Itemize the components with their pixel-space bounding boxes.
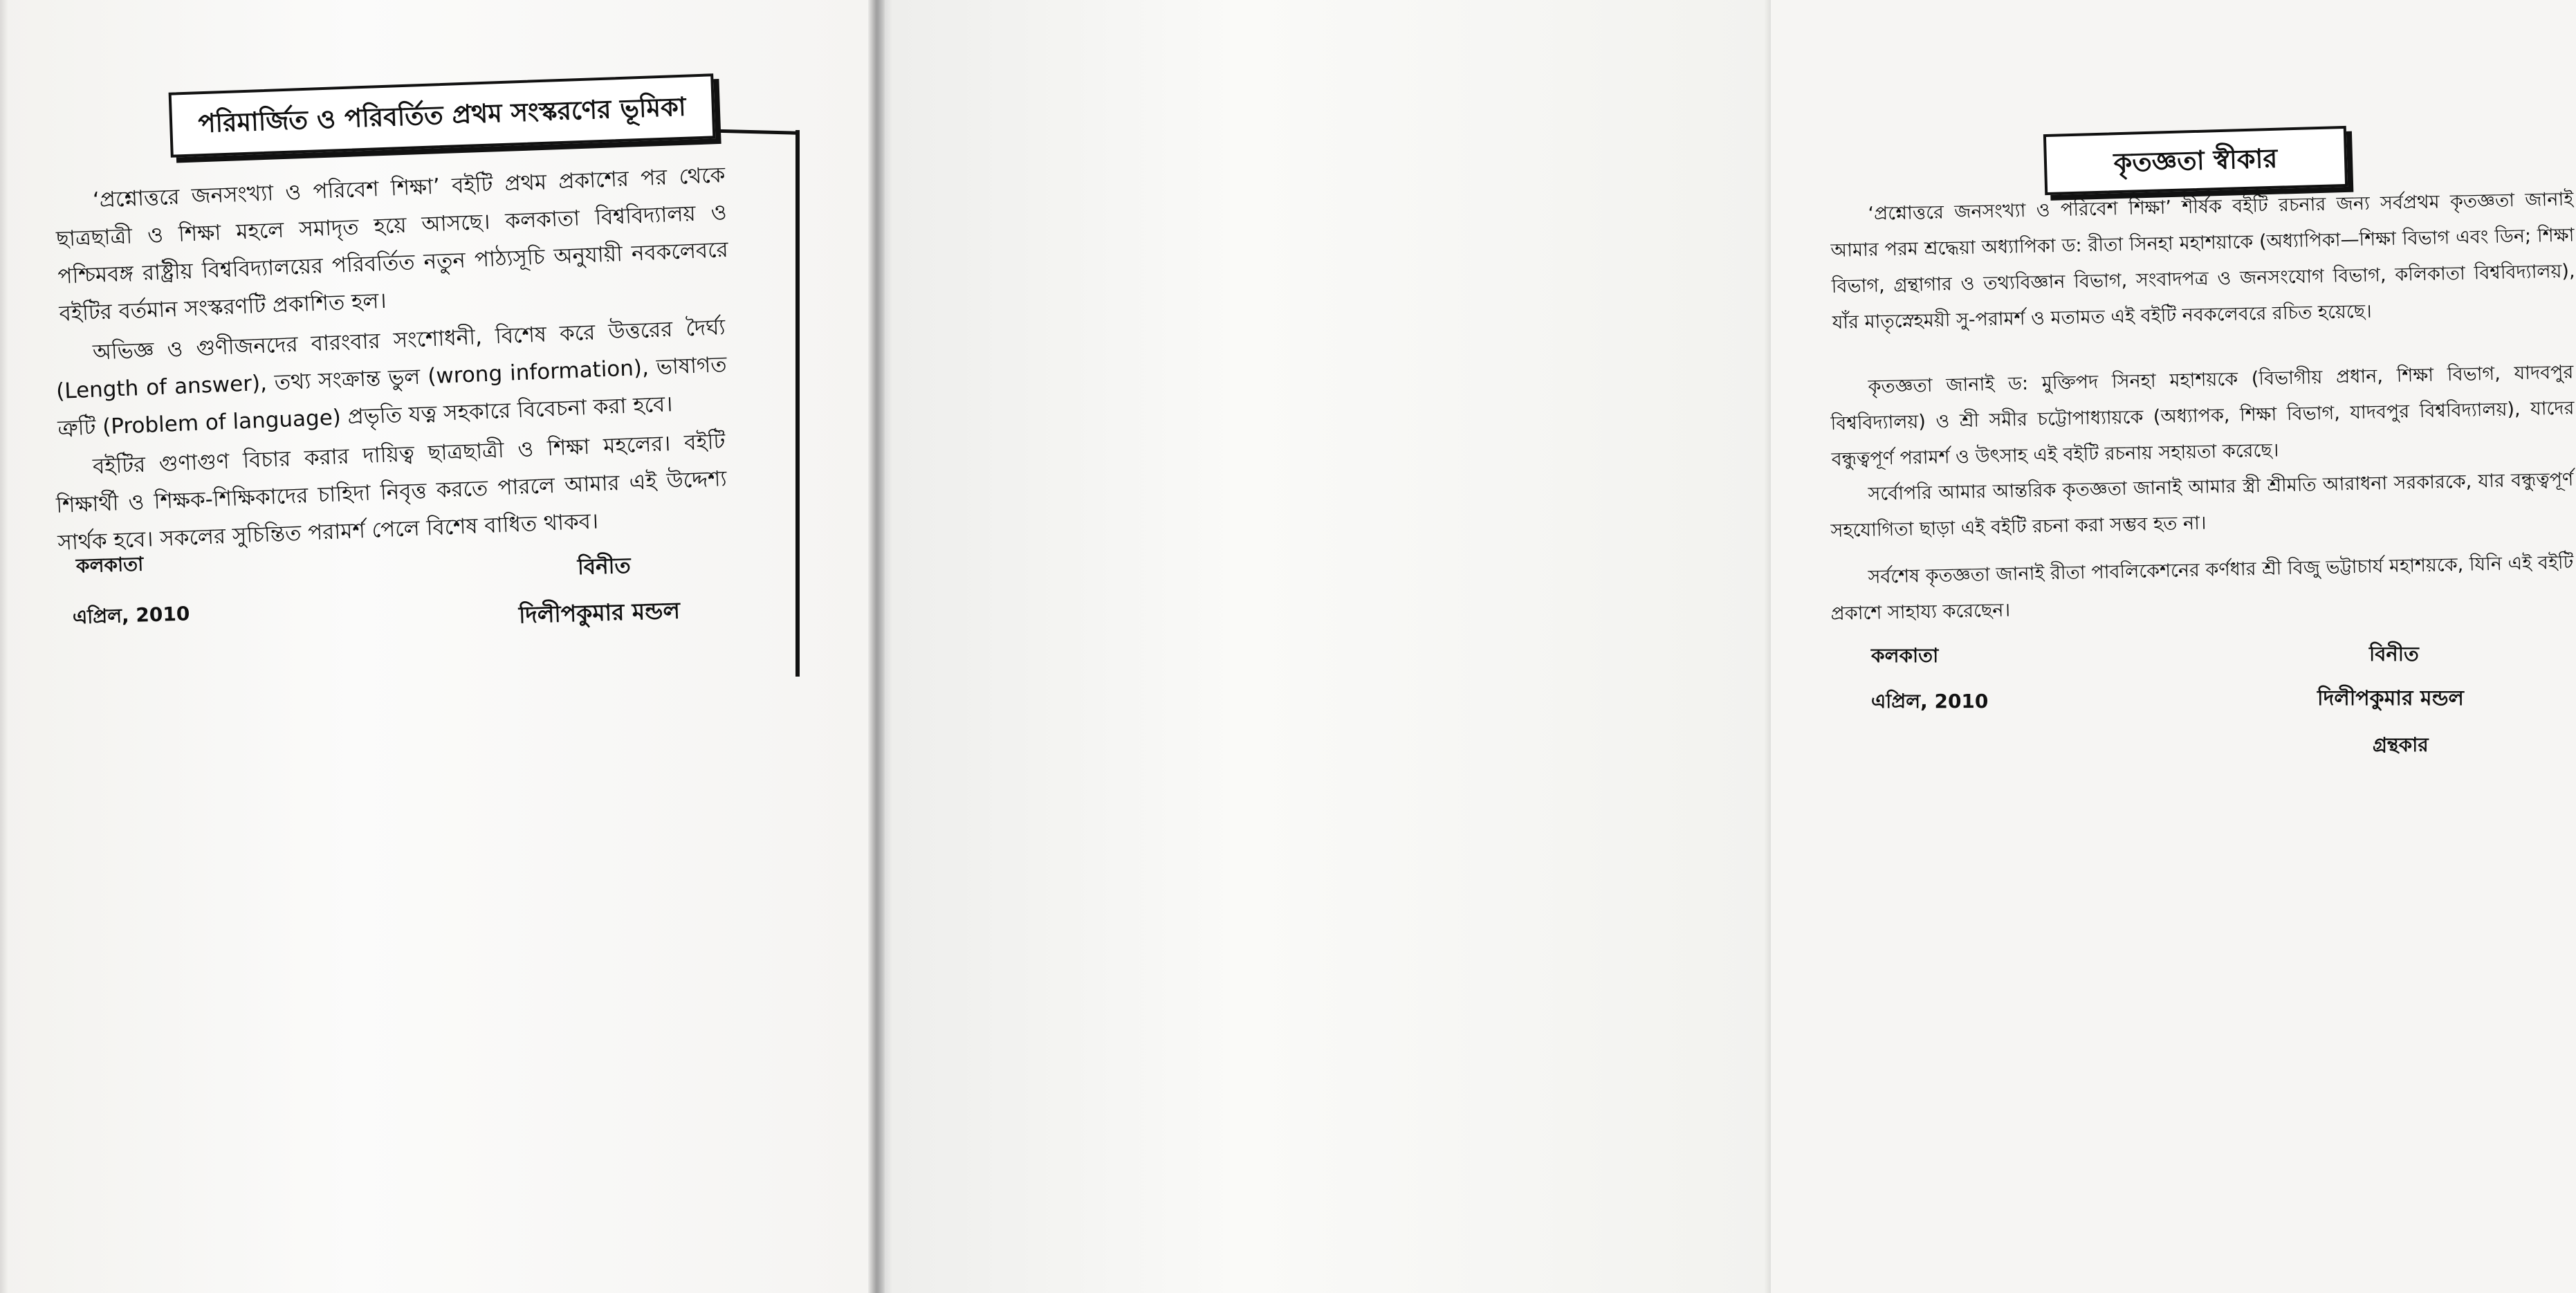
left-page <box>0 0 858 1293</box>
right-author: দিলীপকুমার মন্ডল <box>2317 686 2464 710</box>
right-place: কলকাতা <box>1871 644 1939 667</box>
paragraph-indent <box>55 208 93 209</box>
paragraph-indent <box>1830 583 1868 584</box>
paragraph-indent <box>55 360 93 361</box>
left-page-title: পরিমার্জিত ও পরিবর্তিত প্রথম সংস্করণের ভূমিকা <box>169 73 716 157</box>
right-paragraph-4-text: সর্বশেষ কৃতজ্ঞতা জানাই রীতা পাবলিকেশনের কর্ণধার শ্রী বিজু ভট্টাচার্য মহাশয়কে, যিনি এই বইটি প্রকাশে সাহায্য করেছেন। <box>1830 551 2574 625</box>
left-title-frame-top <box>702 129 799 135</box>
right-paragraph-2-text: কৃতজ্ঞতা জানাই ড: মুক্তিপদ সিনহা মহাশয়কে (বিভাগীয় প্রধান, শিক্ষা বিভাগ, যাদবপুর বিশ্ববিদ্যালয়) ও শ্রী সমীর চট্টোপাধ্যায়কে (অধ্যাপক, শিক্ষা বিভাগ, যাদবপুর বিশ্ববিদ্যালয়), যাদের বন্ধুত্বপূর্ণ পরামর্শ ও উৎসাহ এই বইটি রচনায় সহায়তা করেছে। <box>1830 361 2575 470</box>
left-date: এপ্রিল, 2010 <box>72 602 190 629</box>
right-page-title: কৃতজ্ঞতা স্বীকার <box>2043 126 2348 195</box>
right-paragraph-1-text: ‘প্রশ্নোত্তরে জনসংখ্যা ও পরিবেশ শিক্ষা’ শীর্ষক বইটি রচনার জন্য সর্বপ্রথম কৃতজ্ঞতা জানাই আমার পরম শ্রদ্ধেয়া অধ্যাপিকা ড: রীতা সিনহা মহাশয়াকে (অধ্যাপিকা—শিক্ষা বিভাগ এবং ডিন; শিক্ষা বিভাগ, গ্রন্থাগার ও তথ্যবিজ্ঞান বিভাগ, সংবাদপত্র ও জনসংযোগ বিভাগ, কলিকাতা বিশ্ববিদ্যালয়), যাঁর মাতৃস্নেহময়ী সু-পরামর্শ ও মতামত এই বইটি নবকলেবরে রচিত হয়েছে। <box>1830 188 2575 333</box>
book-spine <box>868 0 885 1293</box>
right-page <box>885 0 2575 1293</box>
right-paragraph-4 <box>1830 544 2575 632</box>
left-paragraph-3-text: বইটির গুণাগুণ বিচার করার দায়িত্ব ছাত্রছাত্রী ও শিক্ষা মহলের। বইটি শিক্ষার্থী ও শিক্ষক-শিক্ষিকাদের চাহিদা নিবৃত্ত করতে পারলে আমার এই উদ্দেশ্য সার্থক হবে। সকলের সুচিন্তিত পরামর্শ পেলে বিশেষ বাধিত থাকব। <box>55 429 728 556</box>
right-author-role: গ্রন্থকার <box>2373 733 2429 756</box>
paragraph-indent <box>1830 220 1868 221</box>
left-place: কলকাতা <box>75 552 144 578</box>
left-paragraph-1 <box>54 156 730 333</box>
paragraph-indent <box>1830 500 1868 501</box>
right-signoff: বিনীত <box>2369 642 2419 666</box>
right-date: এপ্রিল, 2010 <box>1871 690 1989 713</box>
paragraph-indent <box>1830 393 1868 394</box>
left-paragraph-2-text: অভিজ্ঞ ও গুণীজনদের বারংবার সংশোধনী, বিশেষ করে উত্তরের দৈর্ঘ্য (Length of answer), তথ্য সংক্রান্ত ভুল (wrong information), ভাষাগত ত্রুটি (Problem of language) প্রভৃতি যত্ন সহকারে বিবেচনা করা হবে। <box>55 315 728 441</box>
right-paragraph-3 <box>1830 461 2575 549</box>
right-paragraph-1 <box>1830 181 2576 340</box>
left-paragraph-1-text: ‘প্রশ্নোত্তরে জনসংখ্যা ও পরিবেশ শিক্ষা’ বইটি প্রথম প্রকাশের পর থেকে ছাত্রছাত্রী ও শিক্ষা মহলে সমাদৃত হয়ে আসছে। কলকাতা বিশ্ববিদ্যালয় ও পশ্চিমবঙ্গ রাষ্ট্রীয় বিশ্ববিদ্যালয়ের পরিবর্তিত নতুন পাঠ্যসূচি অনুযায়ী নবকলেবরে বইটির বর্তমান সংস্করণটি প্রকাশিত হল। <box>55 163 729 327</box>
left-signoff: বিনীত <box>577 553 632 580</box>
right-paragraph-3-text: সর্বোপরি আমার আন্তরিক কৃতজ্ঞতা জানাই আমার স্ত্রী শ্রীমতি আরাধনা সরকারকে, যার বন্ধুত্বপূর্ণ সহযোগিতা ছাড়া এই বইটি রচনা করা সম্ভব হত না। <box>1830 468 2574 542</box>
left-author: দিলীপকুমার মন্ডল <box>518 596 681 629</box>
left-title-frame-right <box>795 130 800 677</box>
paragraph-indent <box>55 474 93 475</box>
right-paragraph-2 <box>1830 354 2575 477</box>
